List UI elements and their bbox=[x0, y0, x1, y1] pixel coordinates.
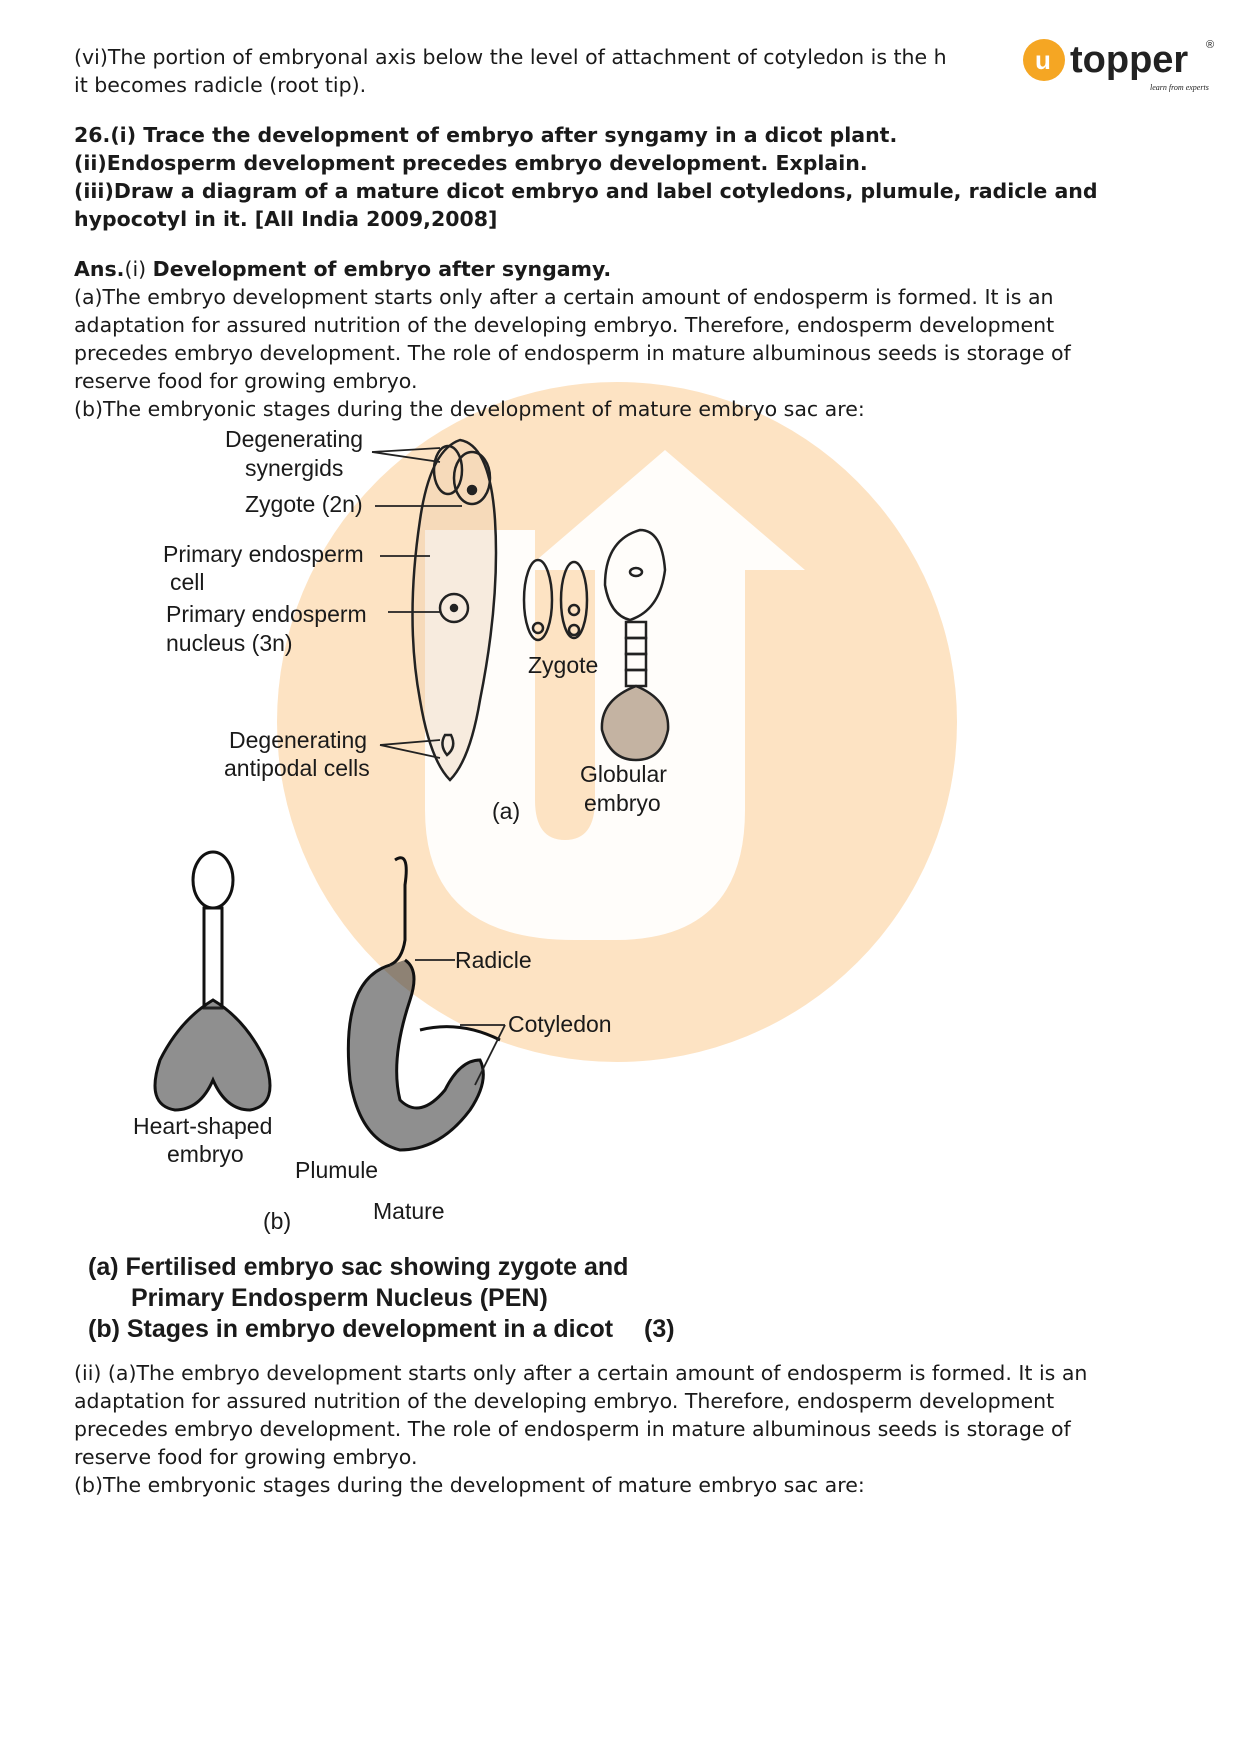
label-antipodal-1: Degenerating bbox=[229, 727, 368, 753]
heart-embryo bbox=[155, 852, 270, 1110]
logo-text: topper bbox=[1070, 39, 1189, 81]
label-cotyledon: Cotyledon bbox=[508, 1011, 612, 1037]
label-heart-2: embryo bbox=[167, 1141, 244, 1167]
svg-text:u: u bbox=[1035, 45, 1051, 75]
question-line-4: hypocotyl in it. [All India 2009,2008] bbox=[74, 207, 498, 231]
caption-line-3 bbox=[88, 1314, 675, 1345]
label-part-a: (a) bbox=[492, 798, 521, 824]
caption-line-3-text: (b) Stages in embryo development in a dicot bbox=[88, 1315, 614, 1343]
answer-prefix: Ans. bbox=[74, 257, 125, 281]
answer-a-line-4: reserve food for growing embryo. bbox=[74, 369, 418, 393]
mature-embryo bbox=[348, 858, 500, 1150]
question-line-1: 26.(i) Trace the development of embryo after syngamy in a dicot plant. bbox=[74, 123, 898, 147]
label-pen-1: Primary endosperm bbox=[166, 601, 367, 627]
answer-a-line-2: adaptation for assured nutrition of the developing embryo. Therefore, endosperm development bbox=[74, 313, 1055, 337]
label-degenerating-synergids-2: synergids bbox=[245, 455, 344, 481]
label-part-b: (b) bbox=[263, 1208, 292, 1234]
label-mature: Mature bbox=[373, 1198, 445, 1224]
label-antipodal-2: antipodal cells bbox=[224, 755, 370, 781]
logo-mark: ® bbox=[1206, 39, 1215, 51]
label-heart-1: Heart-shaped bbox=[133, 1113, 273, 1139]
label-radicle: Radicle bbox=[455, 947, 532, 973]
answer-ii-line-3: precedes embryo development. The role of endosperm in mature albuminous seeds is storage of bbox=[74, 1417, 1071, 1441]
intro-line-2: it becomes radicle (root tip). bbox=[74, 73, 367, 97]
caption-marks: (3) bbox=[644, 1315, 675, 1343]
label-plumule: Plumule bbox=[295, 1157, 379, 1183]
embryo-sac bbox=[413, 440, 497, 780]
answer-a-line-1: (a)The embryo development starts only after a certain amount of endosperm is formed. It is an bbox=[74, 285, 1054, 309]
answer-ii-line-2: adaptation for assured nutrition of the developing embryo. Therefore, endosperm development bbox=[74, 1389, 1055, 1413]
label-pec-1: Primary endosperm bbox=[163, 541, 364, 567]
zygote-cells bbox=[524, 560, 587, 640]
answer-ii-line-1: (ii) (a)The embryo development starts only after a certain amount of endosperm is formed. It is an bbox=[74, 1361, 1088, 1385]
label-zygote-2n: Zygote (2n) bbox=[245, 491, 363, 517]
answer-b-line: (b)The embryonic stages during the development of mature embryo sac are: bbox=[74, 397, 865, 421]
logo-tagline: learn from experts bbox=[1150, 83, 1209, 92]
label-globular-2: embryo bbox=[584, 790, 661, 816]
globular-embryo bbox=[602, 530, 668, 760]
caption-line-2: Primary Endosperm Nucleus (PEN) bbox=[131, 1284, 548, 1312]
answer-ii-line-4: reserve food for growing embryo. bbox=[74, 1445, 418, 1469]
intro-line-1: (vi)The portion of embryonal axis below the level of attachment of cotyledon is the h bbox=[74, 45, 947, 69]
label-zygote: Zygote bbox=[528, 652, 599, 678]
answer-a-line-3: precedes embryo development. The role of endosperm in mature albuminous seeds is storage of bbox=[74, 341, 1071, 365]
label-pec-2: cell bbox=[170, 569, 205, 595]
answer-heading-text: Development of embryo after syngamy. bbox=[152, 257, 612, 281]
answer-ii-b-line: (b)The embryonic stages during the development of mature embryo sac are: bbox=[74, 1473, 865, 1497]
caption-line-1: (a) Fertilised embryo sac showing zygote and bbox=[88, 1253, 629, 1281]
label-globular-1: Globular bbox=[580, 761, 667, 787]
label-pen-2: nucleus (3n) bbox=[166, 630, 293, 656]
question-line-3: (iii)Draw a diagram of a mature dicot embryo and label cotyledons, plumule, radicle and bbox=[74, 179, 1098, 203]
question-line-2: (ii)Endosperm development precedes embryo development. Explain. bbox=[74, 151, 868, 175]
label-degenerating-synergids-1: Degenerating bbox=[225, 426, 364, 452]
answer-sub: (i) bbox=[124, 257, 153, 281]
